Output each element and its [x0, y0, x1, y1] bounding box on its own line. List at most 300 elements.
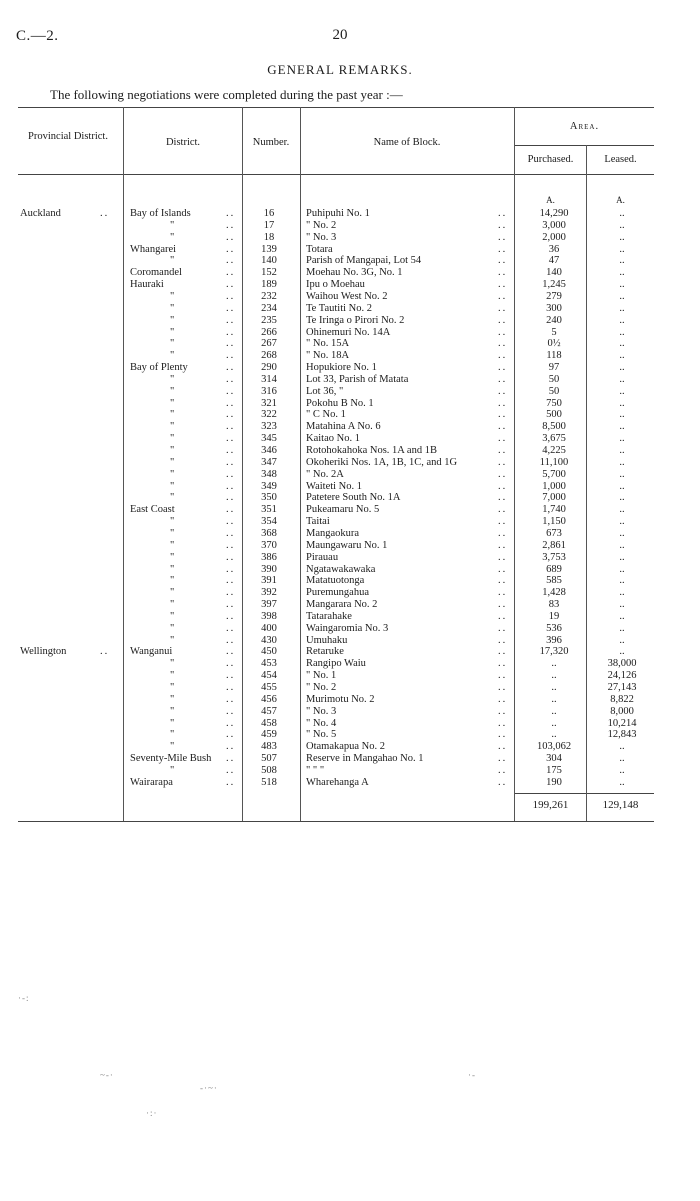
district-cell: " — [170, 421, 175, 433]
print-speck: ·- — [468, 1070, 476, 1080]
number-cell: 321 — [261, 397, 277, 409]
purchased-cell: 140 — [546, 267, 562, 279]
leased-cell: .. — [619, 255, 625, 267]
table-row — [18, 670, 654, 682]
leased-cell: .. — [619, 610, 625, 622]
district-cell: " — [170, 516, 175, 528]
leader-dots: .. — [498, 290, 508, 302]
leader-dots: .. — [226, 753, 236, 765]
leader-dots: .. — [498, 433, 508, 445]
leased-cell: .. — [619, 753, 625, 765]
table-row — [18, 350, 654, 362]
leader-dots: .. — [498, 314, 508, 326]
table-row — [18, 599, 654, 611]
leader-dots: .. — [498, 350, 508, 362]
purchased-cell: 3,753 — [542, 551, 566, 563]
leader-dots: .. — [226, 776, 236, 788]
district-cell: " — [170, 741, 175, 753]
block-name-cell: Ohinemuri No. 14A — [306, 326, 391, 338]
leader-dots: .. — [498, 279, 508, 291]
block-name-cell: " No. 4 — [306, 717, 337, 729]
leader-dots: .. — [226, 290, 236, 302]
table-row — [18, 409, 654, 421]
purchased-cell: .. — [551, 717, 557, 729]
leased-cell: .. — [619, 279, 625, 291]
leader-dots: .. — [498, 516, 508, 528]
block-name-cell: Matahina A No. 6 — [306, 421, 381, 433]
leased-cell: .. — [619, 243, 625, 255]
table-row — [18, 374, 654, 386]
district-cell: " — [170, 409, 175, 421]
table-row — [18, 516, 654, 528]
leader-dots: .. — [226, 302, 236, 314]
leased-cell: 8,000 — [610, 705, 634, 717]
table-row — [18, 469, 654, 481]
leased-cell: .. — [619, 338, 625, 350]
number-cell: 518 — [261, 776, 277, 788]
leader-dots: .. — [498, 753, 508, 765]
block-name-cell: " " " — [306, 764, 325, 776]
district-cell: " — [170, 764, 175, 776]
district-cell: " — [170, 682, 175, 693]
section-title: GENERAL REMARKS. — [267, 62, 413, 77]
leader-dots: .. — [498, 243, 508, 255]
leader-dots: .. — [498, 658, 508, 670]
leader-dots: .. — [226, 527, 236, 539]
purchased-cell: .. — [551, 729, 557, 741]
district-cell: " — [170, 729, 175, 741]
district-cell: " — [170, 373, 175, 385]
purchased-cell: .. — [551, 670, 557, 682]
leader-dots: .. — [226, 539, 236, 551]
page-number: 20 — [332, 27, 348, 43]
leader-dots: .. — [498, 338, 508, 350]
block-name-cell: Kaitao No. 1 — [306, 433, 360, 445]
number-cell: 346 — [261, 445, 277, 456]
block-name-cell: Lot 33, Parish of Matata — [306, 373, 409, 385]
leader-dots: .. — [498, 634, 508, 646]
leader-dots: .. — [226, 646, 236, 658]
purchased-cell: .. — [551, 693, 557, 705]
number-cell: 268 — [261, 350, 277, 362]
block-name-cell: Hopukiore No. 1 — [306, 362, 377, 374]
block-name-cell: Ngatawakawaka — [306, 563, 376, 575]
number-cell: 430 — [261, 634, 277, 646]
leader-dots: .. — [498, 468, 508, 480]
number-cell: 450 — [261, 646, 277, 658]
table-row — [18, 481, 654, 493]
number-cell: 314 — [261, 373, 277, 385]
block-name-cell: " No. 2 — [306, 219, 337, 231]
number-cell: 235 — [261, 314, 277, 326]
district-cell: " — [170, 326, 175, 338]
table-row — [18, 445, 654, 457]
leased-cell: .. — [619, 492, 625, 504]
unit-leased: A. — [616, 195, 625, 205]
leader-dots: .. — [226, 409, 236, 421]
number-cell: 508 — [261, 764, 277, 776]
number-cell: 316 — [261, 385, 277, 397]
leader-dots: .. — [226, 468, 236, 480]
district-cell: Coromandel — [130, 267, 182, 279]
leased-cell: .. — [619, 764, 625, 776]
block-name-cell: Maungawaru No. 1 — [306, 539, 388, 551]
district-cell: East Coast — [130, 504, 175, 516]
leader-dots: .. — [498, 599, 508, 611]
purchased-cell: 5 — [551, 326, 557, 338]
leader-dots: .. — [498, 563, 508, 575]
number-cell: 507 — [261, 753, 277, 765]
table-row — [18, 682, 654, 694]
leader-dots: .. — [498, 208, 508, 219]
block-name-cell: " No. 15A — [306, 338, 350, 350]
district-cell: " — [170, 599, 175, 611]
number-cell: 483 — [261, 741, 277, 753]
header-number: Number. — [252, 137, 290, 148]
leader-dots: .. — [226, 670, 236, 682]
block-name-cell: Pokohu B No. 1 — [306, 397, 374, 409]
purchased-cell: 3,675 — [542, 433, 566, 445]
leader-dots: .. — [226, 551, 236, 563]
purchased-cell: 190 — [546, 776, 562, 788]
table-row — [18, 457, 654, 469]
leader-dots: .. — [226, 219, 236, 231]
leader-dots: .. — [498, 326, 508, 338]
number-cell: 454 — [261, 670, 277, 682]
purchased-cell: 689 — [546, 563, 562, 575]
leased-cell: 10,214 — [607, 717, 637, 729]
leased-cell: 27,143 — [607, 682, 637, 693]
number-cell: 16 — [263, 208, 275, 219]
leased-cell: .. — [619, 634, 625, 646]
purchased-cell: 83 — [548, 599, 560, 611]
district-cell: " — [170, 634, 175, 646]
leased-cell: .. — [619, 397, 625, 409]
table-row — [18, 718, 654, 730]
block-name-cell: " No. 3 — [306, 705, 337, 717]
leader-dots: .. — [226, 741, 236, 753]
leader-dots: .. — [226, 373, 236, 385]
table-row — [18, 504, 654, 516]
block-name-cell: " No. 2A — [306, 468, 344, 480]
leased-cell: .. — [619, 302, 625, 314]
leader-dots: .. — [498, 492, 508, 504]
purchased-cell: 750 — [546, 397, 562, 409]
purchased-cell: 50 — [548, 373, 560, 385]
block-name-cell: Puhipuhi No. 1 — [306, 208, 370, 219]
number-cell: 139 — [261, 243, 277, 255]
purchased-cell: .. — [551, 658, 557, 670]
number-cell: 189 — [261, 279, 277, 291]
table-row — [18, 611, 654, 623]
table-row — [18, 753, 654, 765]
leader-dots: .. — [498, 397, 508, 409]
leased-cell: .. — [619, 563, 625, 575]
leader-dots: .. — [498, 622, 508, 634]
total-purchased: 199,261 — [532, 799, 569, 811]
table-row — [18, 244, 654, 256]
district-cell: " — [170, 231, 175, 243]
leader-dots: .. — [498, 527, 508, 539]
leased-cell: .. — [619, 468, 625, 480]
leader-dots: .. — [498, 575, 508, 587]
purchased-cell: 240 — [546, 314, 562, 326]
leader-dots: .. — [498, 302, 508, 314]
leader-dots: .. — [226, 338, 236, 350]
district-cell: " — [170, 658, 175, 670]
leased-cell: .. — [619, 326, 625, 338]
leader-dots: .. — [226, 456, 236, 468]
leader-dots: .. — [498, 741, 508, 753]
district-cell: " — [170, 385, 175, 397]
district-cell: " — [170, 622, 175, 634]
total-leased: 129,148 — [602, 799, 639, 811]
purchased-cell: 97 — [548, 362, 560, 374]
number-cell: 266 — [261, 326, 277, 338]
district-cell: " — [170, 338, 175, 350]
district-cell: " — [170, 219, 175, 231]
purchased-cell: 2,000 — [542, 231, 566, 243]
purchased-cell: 1,000 — [542, 480, 566, 492]
block-name-cell: Lot 36, " — [306, 385, 344, 397]
leased-cell: 38,000 — [607, 658, 637, 670]
leader-dots: .. — [226, 682, 236, 693]
number-cell: 290 — [261, 362, 277, 374]
district-cell: " — [170, 587, 175, 599]
leased-cell: .. — [619, 362, 625, 374]
table-row — [18, 528, 654, 540]
leader-dots: .. — [226, 622, 236, 634]
purchased-cell: 500 — [546, 409, 562, 421]
block-name-cell: Matatuotonga — [306, 575, 365, 587]
leader-dots: .. — [498, 776, 508, 788]
purchased-cell: 2,861 — [542, 539, 566, 551]
number-cell: 400 — [261, 622, 277, 634]
leased-cell: .. — [619, 622, 625, 634]
district-cell: " — [170, 290, 175, 302]
table-row — [18, 267, 654, 279]
district-cell: " — [170, 302, 175, 314]
block-name-cell: Waihou West No. 2 — [306, 290, 388, 302]
number-cell: 350 — [261, 492, 277, 504]
block-name-cell: Okoheriki Nos. 1A, 1B, 1C, and 1G — [306, 456, 458, 468]
block-name-cell: Reserve in Mangahao No. 1 — [306, 753, 424, 765]
table-row — [18, 540, 654, 552]
block-name-cell: Murimotu No. 2 — [306, 693, 375, 705]
district-cell: " — [170, 717, 175, 729]
leased-cell: .. — [619, 504, 625, 516]
number-cell: 370 — [261, 539, 277, 551]
district-cell: " — [170, 670, 175, 682]
district-cell: " — [170, 527, 175, 539]
leased-cell: .. — [619, 527, 625, 539]
leader-dots: .. — [498, 693, 508, 705]
leader-dots: .. — [498, 421, 508, 433]
district-cell: Wanganui — [130, 646, 173, 658]
leased-cell: .. — [619, 409, 625, 421]
block-name-cell: Pirauau — [306, 551, 339, 563]
leader-dots: .. — [226, 279, 236, 291]
leased-cell: .. — [619, 373, 625, 385]
district-cell: Bay of Plenty — [130, 362, 188, 374]
purchased-cell: 0½ — [547, 338, 561, 350]
block-name-cell: " No. 3 — [306, 231, 337, 243]
table-row — [18, 635, 654, 647]
purchased-cell: 1,428 — [542, 587, 566, 599]
leader-dots: .. — [498, 231, 508, 243]
leased-cell: .. — [619, 551, 625, 563]
number-cell: 455 — [261, 682, 277, 693]
leader-dots: .. — [226, 504, 236, 516]
table-row — [18, 232, 654, 244]
header-purchased: Purchased. — [527, 154, 574, 165]
leader-dots: .. — [498, 385, 508, 397]
leased-cell: .. — [619, 599, 625, 611]
leased-cell: .. — [619, 445, 625, 456]
purchased-cell: .. — [551, 705, 557, 717]
leader-dots: .. — [498, 362, 508, 374]
leased-cell: .. — [619, 350, 625, 362]
leader-dots: .. — [498, 219, 508, 231]
document-ref: C.—2. — [16, 28, 59, 44]
purchased-cell: 103,062 — [536, 741, 572, 753]
block-name-cell: Pukeamaru No. 5 — [306, 504, 380, 516]
number-cell: 368 — [261, 527, 277, 539]
purchased-cell: 19 — [548, 610, 560, 622]
leader-dots: .. — [226, 267, 236, 279]
number-cell: 386 — [261, 551, 277, 563]
block-name-cell: Otamakapua No. 2 — [306, 741, 386, 753]
leader-dots: .. — [226, 255, 236, 267]
totals-top-rule — [515, 793, 654, 794]
table-row — [18, 386, 654, 398]
leader-dots: .. — [498, 610, 508, 622]
leader-dots: .. — [498, 551, 508, 563]
purchased-cell: 118 — [546, 350, 562, 362]
block-name-cell: " No. 2 — [306, 682, 337, 693]
purchased-cell: 7,000 — [542, 492, 566, 504]
table-bottom-rule — [18, 821, 654, 822]
leader-dots: .. — [498, 705, 508, 717]
purchased-cell: 17,320 — [539, 646, 569, 658]
table-row — [18, 338, 654, 350]
purchased-cell: 8,500 — [542, 421, 566, 433]
number-cell: 349 — [261, 480, 277, 492]
print-speck: -·~· — [200, 1083, 218, 1093]
leased-cell: .. — [619, 421, 625, 433]
purchased-cell: 1,150 — [542, 516, 566, 528]
leader-dots: .. — [226, 350, 236, 362]
block-name-cell: Wharehanga A — [306, 776, 369, 788]
table-row — [18, 220, 654, 232]
leased-cell: .. — [619, 516, 625, 528]
table-row — [18, 552, 654, 564]
block-name-cell: Patetere South No. 1A — [306, 492, 401, 504]
leased-cell: .. — [619, 575, 625, 587]
number-cell: 234 — [261, 302, 277, 314]
leader-dots: .. — [498, 670, 508, 682]
table-row — [18, 646, 654, 658]
print-speck: ·-: — [18, 993, 30, 1003]
table-row — [18, 575, 654, 587]
number-cell: 347 — [261, 456, 277, 468]
purchased-cell: 175 — [546, 764, 562, 776]
district-cell: " — [170, 539, 175, 551]
block-name-cell: Te Tautiti No. 2 — [306, 302, 372, 314]
header-name-of-block: Name of Block. — [373, 137, 441, 148]
leader-dots: .. — [226, 208, 236, 219]
district-cell: " — [170, 314, 175, 326]
number-cell: 456 — [261, 693, 277, 705]
district-cell: " — [170, 468, 175, 480]
leader-dots: .. — [498, 409, 508, 421]
leased-cell: 8,822 — [610, 693, 634, 705]
table-row — [18, 777, 654, 789]
leader-dots: .. — [226, 693, 236, 705]
block-name-cell: Umuhaku — [306, 634, 348, 646]
district-cell: " — [170, 456, 175, 468]
table-row — [18, 729, 654, 741]
block-name-cell: Puremungahua — [306, 587, 369, 599]
district-cell: " — [170, 433, 175, 445]
number-cell: 398 — [261, 610, 277, 622]
district-cell: " — [170, 575, 175, 587]
block-name-cell: " No. 18A — [306, 350, 350, 362]
leased-cell: .. — [619, 433, 625, 445]
leader-dots: .. — [226, 326, 236, 338]
table-row — [18, 398, 654, 410]
district-cell: Wairarapa — [130, 776, 173, 788]
leader-dots: .. — [226, 397, 236, 409]
number-cell: 391 — [261, 575, 277, 587]
district-cell: Seventy-Mile Bush — [130, 753, 212, 765]
table-row — [18, 421, 654, 433]
leader-dots: .. — [226, 658, 236, 670]
leader-dots: .. — [498, 729, 508, 741]
purchased-cell: 4,225 — [542, 445, 566, 456]
leader-dots: .. — [226, 385, 236, 397]
table-row — [18, 327, 654, 339]
header-provincial-district: Provincial District. — [28, 131, 108, 142]
header-leased: Leased. — [604, 154, 637, 165]
header-bottom-rule — [18, 174, 654, 175]
block-name-cell: Taitai — [306, 516, 330, 528]
district-cell: " — [170, 445, 175, 456]
leader-dots: .. — [226, 445, 236, 456]
leased-cell: 12,843 — [607, 729, 637, 741]
leader-dots: .. — [226, 575, 236, 587]
leader-dots: .. — [226, 231, 236, 243]
block-name-cell: " No. 1 — [306, 670, 337, 682]
district-cell: " — [170, 480, 175, 492]
district-cell: Bay of Islands — [130, 208, 191, 219]
leader-dots: .. — [498, 480, 508, 492]
number-cell: 348 — [261, 468, 277, 480]
block-name-cell: Rangipo Waiu — [306, 658, 366, 670]
leader-dots: .. — [226, 705, 236, 717]
purchased-cell: 300 — [546, 302, 562, 314]
leader-dots: .. — [226, 516, 236, 528]
purchased-cell: 36 — [548, 243, 560, 255]
table-row — [18, 279, 654, 291]
district-cell: " — [170, 563, 175, 575]
number-cell: 397 — [261, 599, 277, 611]
block-name-cell: Mangaokura — [306, 527, 360, 539]
leader-dots: .. — [498, 445, 508, 456]
leader-dots: .. — [226, 492, 236, 504]
leader-dots: .. — [498, 717, 508, 729]
district-cell: " — [170, 492, 175, 504]
